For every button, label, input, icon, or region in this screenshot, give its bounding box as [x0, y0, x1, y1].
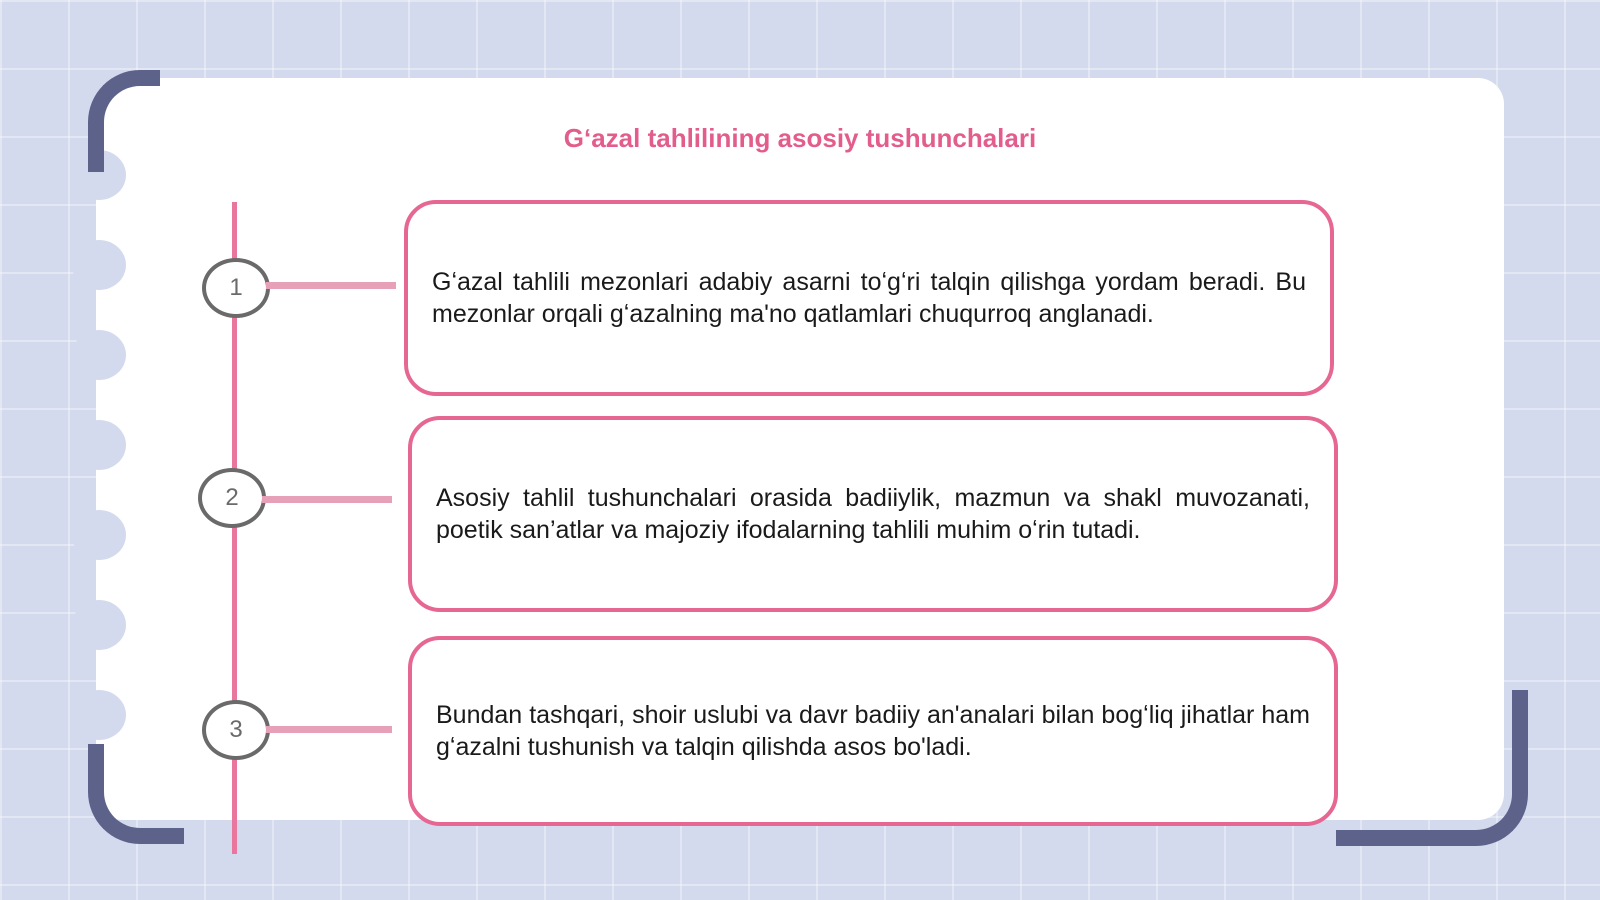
step-box-1 — [404, 200, 1334, 396]
step-connector-2 — [262, 496, 392, 503]
corner-bracket-bottom-right — [1336, 690, 1528, 846]
corner-bracket-top-left — [88, 70, 160, 172]
step-connector-1 — [266, 282, 396, 289]
step-marker-2: 2 — [198, 468, 266, 528]
page-edge-scallop — [72, 690, 126, 740]
step-text-1: Gʻazal tahlili mezonlari adabiy asarni toʻgʻri talqin qilishga yordam beradi. Bu mezonlar orqali gʻazalning ma'no qatlamlari chuqurroq anglanadi. — [432, 268, 1306, 328]
page-edge-scallop — [72, 330, 126, 380]
slide-title: Gʻazal tahlilining asosiy tushunchalari — [563, 123, 1037, 153]
step-box-3 — [408, 636, 1338, 826]
step-box-2 — [408, 416, 1338, 612]
step-connector-3 — [266, 726, 392, 733]
step-text-3: Bundan tashqari, shoir uslubi va davr badiiy an'analari bilan bogʻliq jihatlar ham gʻazalni tushunish va talqin qilishda asos bo'ladi. — [436, 701, 1310, 761]
corner-bracket-bottom-left — [88, 744, 184, 844]
step-text-2: Asosiy tahlil tushunchalari orasida badiiylik, mazmun va shakl muvozanati, poetik san’atlar va majoziy ifodalarning tahlili muhim oʻrin tutadi. — [436, 484, 1310, 544]
page-edge-scallop — [72, 510, 126, 560]
page-edge-scallop — [72, 240, 126, 290]
page-edge-scallop — [72, 600, 126, 650]
step-marker-1: 1 — [202, 258, 270, 318]
page-edge-scallop — [72, 420, 126, 470]
step-marker-3: 3 — [202, 700, 270, 760]
